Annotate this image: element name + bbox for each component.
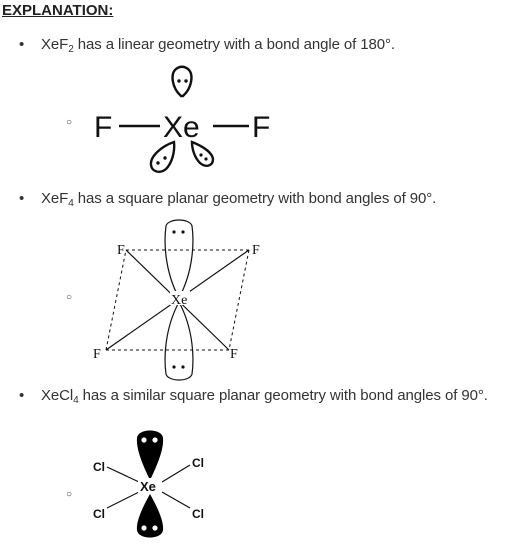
atom-f-top-left: F xyxy=(117,243,125,258)
atom-xe: Xe xyxy=(140,479,156,494)
atom-cl-top-right: Cl xyxy=(192,456,204,470)
lone-pair-top xyxy=(165,220,193,298)
bullet-xecl4: • XeCl$_4$ has a similar square planar geometry with bond angles of 90°. xyxy=(19,387,488,406)
xecl4-structure-figure xyxy=(86,420,226,545)
sub-bullet-glyph: ○ xyxy=(66,489,73,500)
xef4-structure-figure xyxy=(86,210,276,385)
lone-pair-lower-right xyxy=(192,142,213,166)
explanation-heading: EXPLANATION: xyxy=(2,2,114,19)
bullet-glyph: • xyxy=(19,387,25,404)
atom-f-bottom-right: F xyxy=(230,347,238,362)
atom-cl-top-left: Cl xyxy=(93,460,105,474)
sub-bullet-glyph: ○ xyxy=(66,292,73,303)
atom-xe: Xe xyxy=(171,293,188,308)
atom-xe: Xe xyxy=(163,111,200,144)
atom-f-left: F xyxy=(94,111,113,144)
sub-bullet-glyph: ○ xyxy=(66,117,73,128)
bullet-glyph: • xyxy=(19,190,25,207)
lone-pair-top xyxy=(137,431,163,481)
bullet-xef2: • XeF$_2$ has a linear geometry with a bond angle of 180°. xyxy=(19,36,395,55)
xef2-structure-figure xyxy=(92,62,282,180)
atom-cl-bottom-left: Cl xyxy=(93,507,105,521)
lone-pair-bottom xyxy=(165,302,193,380)
bullet-glyph: • xyxy=(19,36,25,53)
lone-pair-bottom xyxy=(137,494,163,538)
atom-f-top-right: F xyxy=(252,243,260,258)
lone-pair-top xyxy=(173,67,192,96)
atom-f-right: F xyxy=(252,111,271,144)
atom-cl-bottom-right: Cl xyxy=(192,507,204,521)
bullet-xef4: • XeF$_4$ has a square planar geometry with bond angles of 90°. xyxy=(19,190,437,209)
atom-f-bottom-left: F xyxy=(93,347,101,362)
lone-pair-lower-left xyxy=(151,142,174,172)
